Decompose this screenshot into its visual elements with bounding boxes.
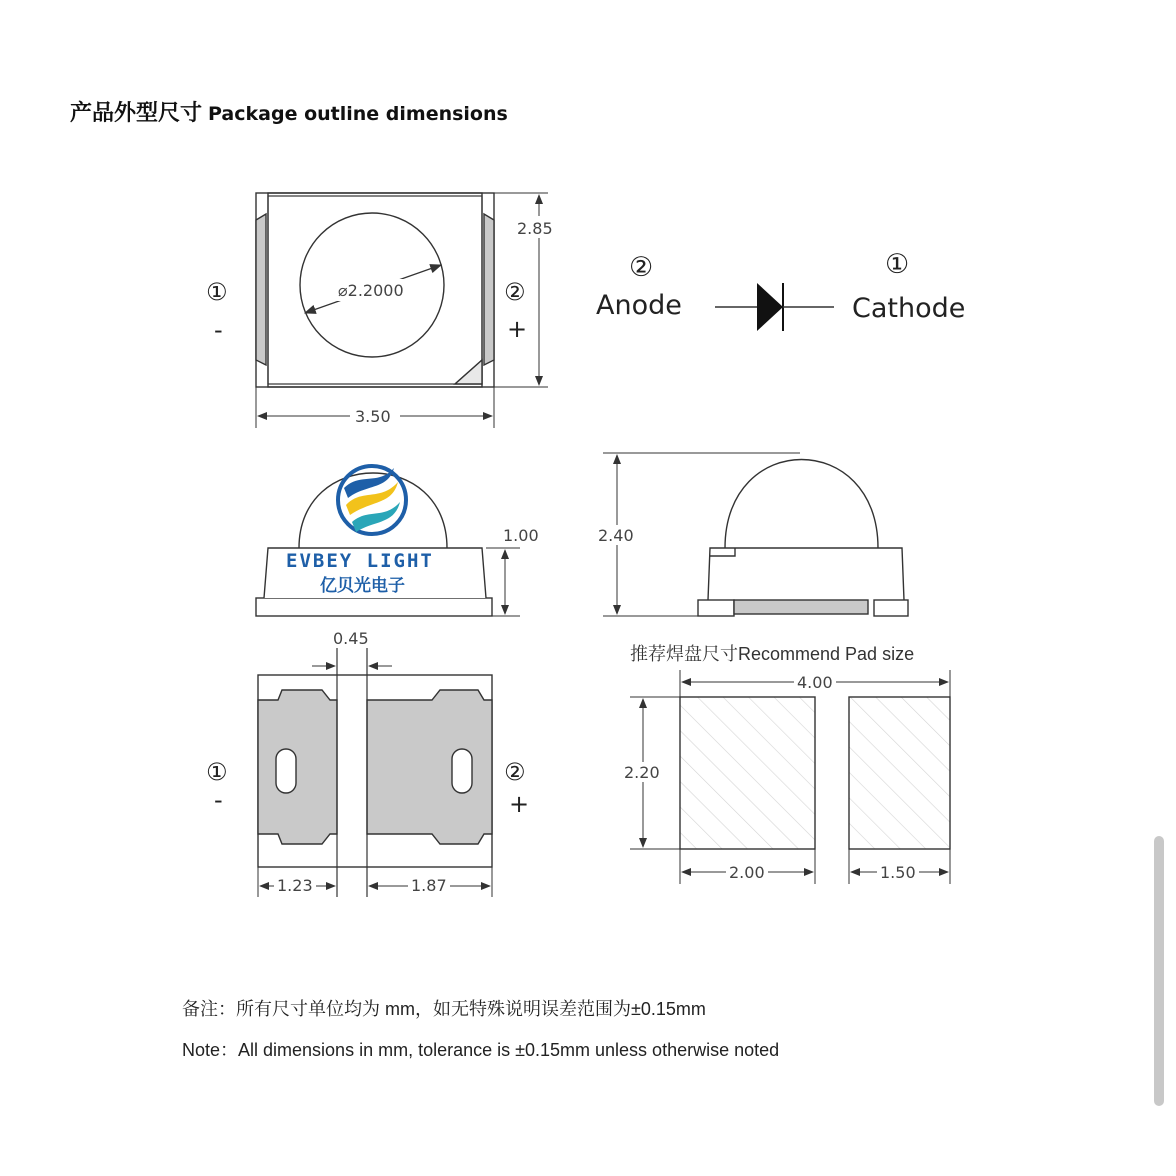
bottom-left-slot <box>276 749 296 793</box>
profile-body <box>708 548 904 600</box>
diameter-label: ⌀2.2000 <box>338 281 404 300</box>
bottom-pin1-sign: - <box>214 786 223 814</box>
pad-height-label: 2.20 <box>624 763 660 782</box>
top-view <box>256 193 548 428</box>
bottom-pin1-number: ① <box>206 758 228 786</box>
top-width-label: 3.50 <box>355 407 391 426</box>
pad1-width-label: 2.00 <box>729 863 765 882</box>
top-view-left-terminal <box>256 214 266 365</box>
pad-1 <box>680 697 815 849</box>
left-pad-label: 1.23 <box>277 876 313 895</box>
front-height-label: 1.00 <box>503 526 539 545</box>
note-en: Note：All dimensions in mm, tolerance is ±0.15mm unless otherwise noted <box>182 1040 780 1060</box>
top-pin2-sign: + <box>507 315 528 343</box>
bottom-right-slot <box>452 749 472 793</box>
diode-symbol <box>715 283 834 331</box>
front-base-plate <box>256 598 492 616</box>
profile-height-label: 2.40 <box>598 526 634 545</box>
anode-label: Anode <box>596 290 682 321</box>
profile-pad-right <box>874 600 908 616</box>
bottom-view <box>258 648 492 897</box>
cathode-number: ① <box>885 249 910 280</box>
profile-pad-center <box>734 600 868 614</box>
profile-pad-left <box>698 600 734 616</box>
gap-label: 0.45 <box>333 629 369 648</box>
right-pad-label: 1.87 <box>411 876 447 895</box>
pad-2 <box>849 697 950 849</box>
diode-triangle <box>757 283 783 331</box>
title-cn: 产品外型尺寸 <box>70 101 203 126</box>
bottom-left-pad <box>258 690 337 844</box>
logo-brand-cn: 亿贝光电子 <box>320 576 405 596</box>
title-en: Package outline dimensions <box>208 103 508 125</box>
cathode-label: Cathode <box>852 293 966 324</box>
pad-total-label: 4.00 <box>797 673 833 692</box>
logo-brand: EVBEY LIGHT <box>286 550 434 572</box>
pad2-width-label: 1.50 <box>880 863 916 882</box>
bottom-right-pad <box>367 690 492 844</box>
top-pin1-sign: - <box>214 316 223 344</box>
bottom-pin2-sign: + <box>509 790 530 818</box>
profile-side-view <box>603 453 908 616</box>
polarity-corner-fill <box>455 360 482 384</box>
top-height-label: 2.85 <box>517 219 553 238</box>
anode-number: ② <box>629 252 654 283</box>
bottom-pin2-number: ② <box>504 758 526 786</box>
recommended-pad-layout <box>630 670 950 884</box>
profile-step <box>710 548 735 556</box>
note-cn: 备注：所有尺寸单位均为 mm，如无特殊说明误差范围为±0.15mm <box>182 999 706 1019</box>
top-view-right-terminal <box>484 214 494 365</box>
recommended-pad-caption: 推荐焊盘尺寸Recommend Pad size <box>630 644 915 664</box>
profile-dome <box>725 460 878 549</box>
top-pin1-number: ① <box>206 278 228 306</box>
top-pin2-number: ② <box>504 278 526 306</box>
vertical-scrollbar[interactable] <box>1154 836 1164 1106</box>
